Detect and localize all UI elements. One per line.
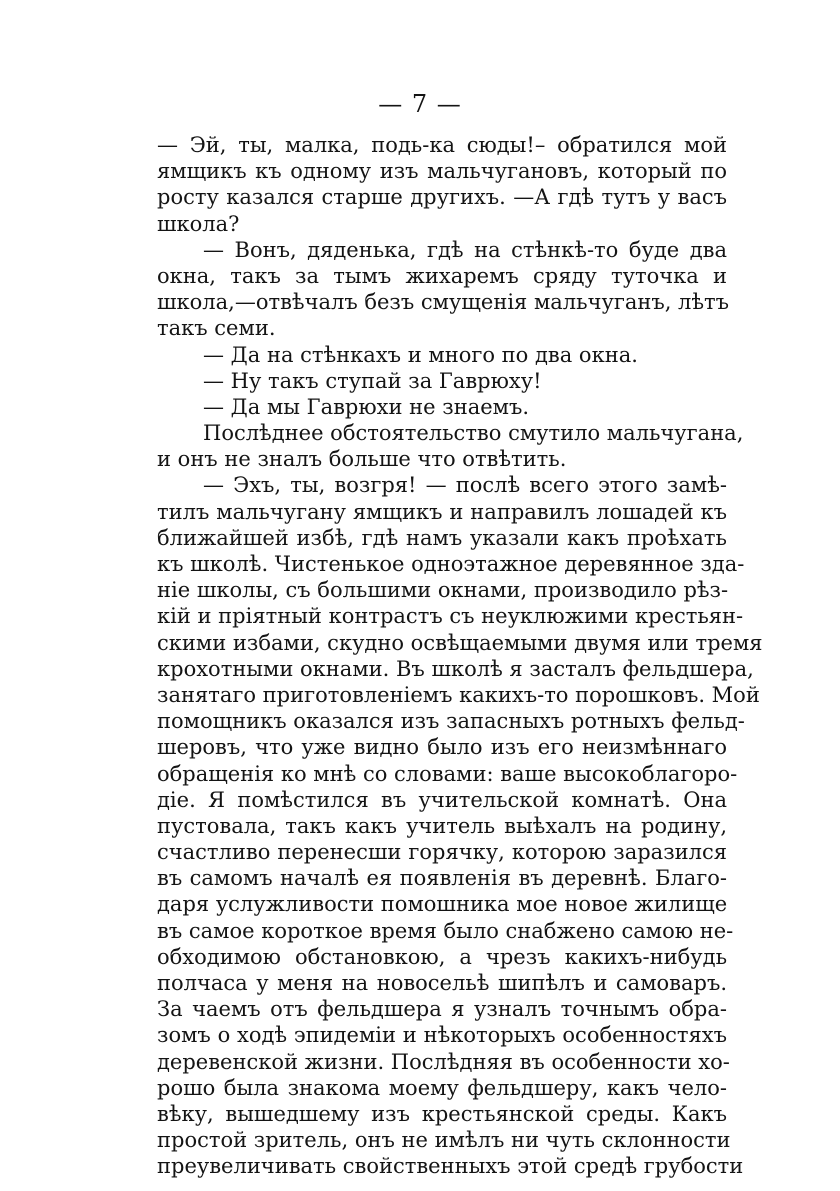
page-number: — 7 — xyxy=(378,90,462,118)
text-line: школа? xyxy=(157,211,240,236)
text-line: даря услужливости помошника мое новое жилище xyxy=(157,892,728,917)
text-line: За чаемъ отъ фельдшера я узналъ точнымъ обра- xyxy=(157,997,727,1022)
text-line: простой зритель, онъ не имѣлъ ни чуть склонности xyxy=(157,1128,731,1153)
text-line: ямщикъ къ одному изъ мальчугановъ, который по xyxy=(157,159,727,184)
text-line: Послѣднее обстоятельство смутило мальчугана, xyxy=(203,421,744,446)
text-line: занятаго приготовленіемъ какихъ-то порошковъ. Мой xyxy=(157,682,760,707)
text-line: крохотными окнами. Въ школѣ я засталъ фельдшера, xyxy=(157,656,754,681)
text-line: росту казался старше другихъ. —А гдѣ тутъ у васъ xyxy=(157,185,727,210)
body-text xyxy=(157,132,763,1180)
text-line: скими избами, скудно освѣщаемыми двумя или тремя xyxy=(157,630,763,655)
text-line: счастливо перенесши горячку, которою заразился xyxy=(157,840,727,865)
text-line: — Да на стѣнкахъ и много по два окна. xyxy=(203,342,638,367)
text-line: вѣку, вышедшему изъ крестьянской среды. Какъ xyxy=(157,1101,727,1126)
text-line: кій и пріятный контрастъ съ неуклюжими крестьян- xyxy=(157,604,744,629)
text-line: тилъ мальчугану ямщикъ и направилъ лошадей къ xyxy=(157,499,727,524)
text-line: — Да мы Гаврюхи не знаемъ. xyxy=(203,394,530,419)
text-line: — Ну такъ ступай за Гаврюху! xyxy=(203,368,542,393)
text-line: — Эй, ты, малка, подь-ка сюды!– обратился мой xyxy=(157,133,727,157)
text-line: такъ семи. xyxy=(157,316,276,341)
text-line: полчаса у меня на новосельѣ шипѣлъ и самоваръ. xyxy=(157,971,727,995)
text-line: школа,—отвѣчалъ безъ смущенія мальчуганъ, лѣтъ xyxy=(157,290,730,315)
text-line: рошо была знакома моему фельдшеру, какъ чело- xyxy=(157,1075,727,1100)
text-line: къ школѣ. Чистенькое одноэтажное деревянное зда- xyxy=(157,552,745,576)
text-line: — Вонъ, дяденька, гдѣ на стѣнкѣ-то буде два xyxy=(203,237,727,262)
text-line: и онъ не зналъ больше что отвѣтить. xyxy=(157,447,567,472)
text-line: въ самомъ началѣ ея появленія въ деревнѣ. Благо- xyxy=(157,866,727,891)
text-line: окна, такъ за тымъ жихаремъ сряду туточка и xyxy=(157,263,727,288)
text-line: деревенской жизни. Послѣдняя въ особенности хо- xyxy=(157,1049,730,1074)
text-line: діе. Я помѣстился въ учительской комнатѣ. Она xyxy=(157,787,727,812)
text-line: преувеличивать свойственныхъ этой средѣ грубости xyxy=(157,1154,744,1179)
text-line: зомъ о ходѣ эпидеміи и нѣкоторыхъ особенностяхъ xyxy=(157,1023,727,1048)
text-line: — Эхъ, ты, возгря! — послѣ всего этого замѣ- xyxy=(203,473,727,498)
text-line: помощникъ оказался изъ запасныхъ ротныхъ фельд- xyxy=(157,709,745,734)
text-line: обращенія ко мнѣ со словами: ваше высокоблагоро- xyxy=(157,761,738,786)
text-line: обходимою обстановкою, а чрезъ какихъ-нибудь xyxy=(157,944,727,969)
text-line: ніе школы, съ большими окнами, производило рѣз- xyxy=(157,578,729,603)
text-line: ближайшей избѣ, гдѣ намъ указали какъ проѣхать xyxy=(157,525,727,550)
text-line: въ самое короткое время было снабжено самою не- xyxy=(157,918,734,943)
text-line: шеровъ, что уже видно было изъ его неизмѣннаго xyxy=(157,735,727,760)
text-line: пустовала, такъ какъ учитель выѣхалъ на родину, xyxy=(157,813,727,838)
